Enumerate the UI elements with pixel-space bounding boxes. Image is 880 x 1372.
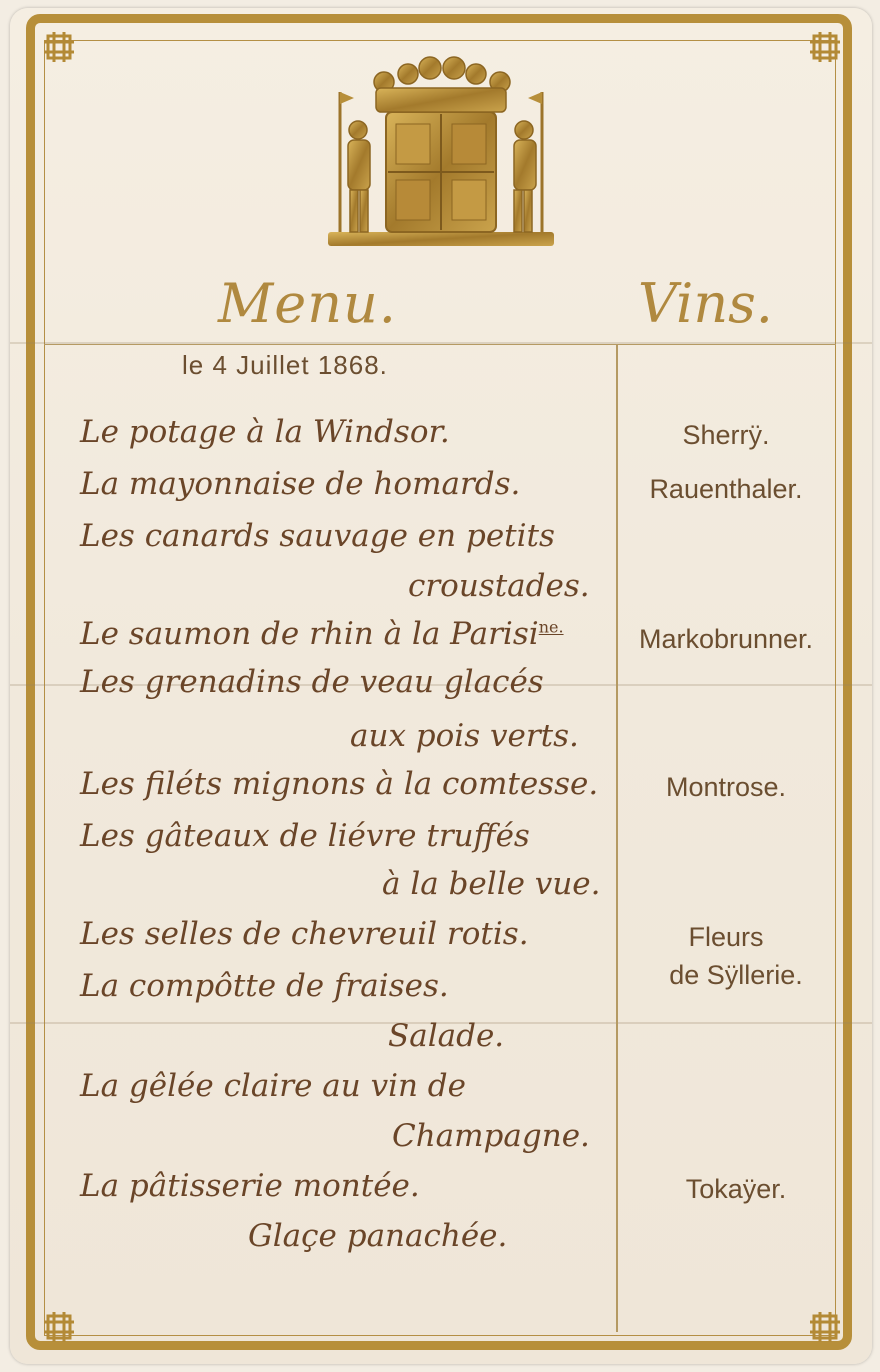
dish-text: Le saumon de rhin à la Parisi	[80, 616, 539, 652]
dish-line: Les filéts mignons à la comtesse.	[80, 766, 599, 802]
wine-item: de Sÿllerie.	[669, 960, 803, 990]
corner-ornament-icon	[42, 1310, 76, 1344]
dish-line: Les canards sauvage en petits	[80, 518, 555, 554]
dish-superscript: ne.	[538, 617, 564, 637]
corner-ornament-icon	[808, 30, 842, 64]
dish-line: La compôtte de fraises.	[80, 968, 449, 1004]
coat-of-arms-icon	[324, 52, 558, 254]
dish-line: Les gâteaux de liévre truffés	[80, 818, 530, 854]
dish-line: La mayonnaise de homards.	[80, 466, 521, 502]
header-rule	[44, 344, 836, 345]
menu-heading: Menu.	[218, 272, 397, 335]
dish-line: La gêlée claire au vin de	[80, 1068, 467, 1104]
corner-ornament-icon	[42, 30, 76, 64]
wine-item: Rauenthaler.	[649, 474, 803, 504]
dish-line: Glaçe panachée.	[248, 1218, 508, 1254]
wine-item: Sherrÿ.	[682, 420, 770, 450]
wine-item: Markobrunner.	[638, 624, 814, 654]
dish-line: Le potage à la Windsor.	[80, 414, 450, 450]
dish-line: Les selles de chevreuil rotis.	[80, 916, 529, 952]
dish-line: Salade.	[388, 1018, 505, 1054]
dish-line: à la belle vue.	[382, 866, 601, 902]
dish-line: Les grenadins de veau glacés	[80, 664, 544, 700]
wine-item: Montrose.	[665, 772, 787, 802]
wine-item: Tokaÿer.	[685, 1174, 787, 1204]
dish-line: Champagne.	[392, 1118, 590, 1154]
menu-date: le 4 Juillet 1868.	[182, 350, 388, 380]
corner-ornament-icon	[808, 1310, 842, 1344]
dish-line: aux pois verts.	[350, 718, 579, 754]
dish-line	[80, 616, 564, 652]
wine-item: Fleurs	[688, 922, 764, 952]
dish-line: La pâtisserie montée.	[80, 1168, 420, 1204]
wines-heading: Vins.	[638, 272, 773, 335]
dish-line: croustades.	[408, 568, 590, 604]
